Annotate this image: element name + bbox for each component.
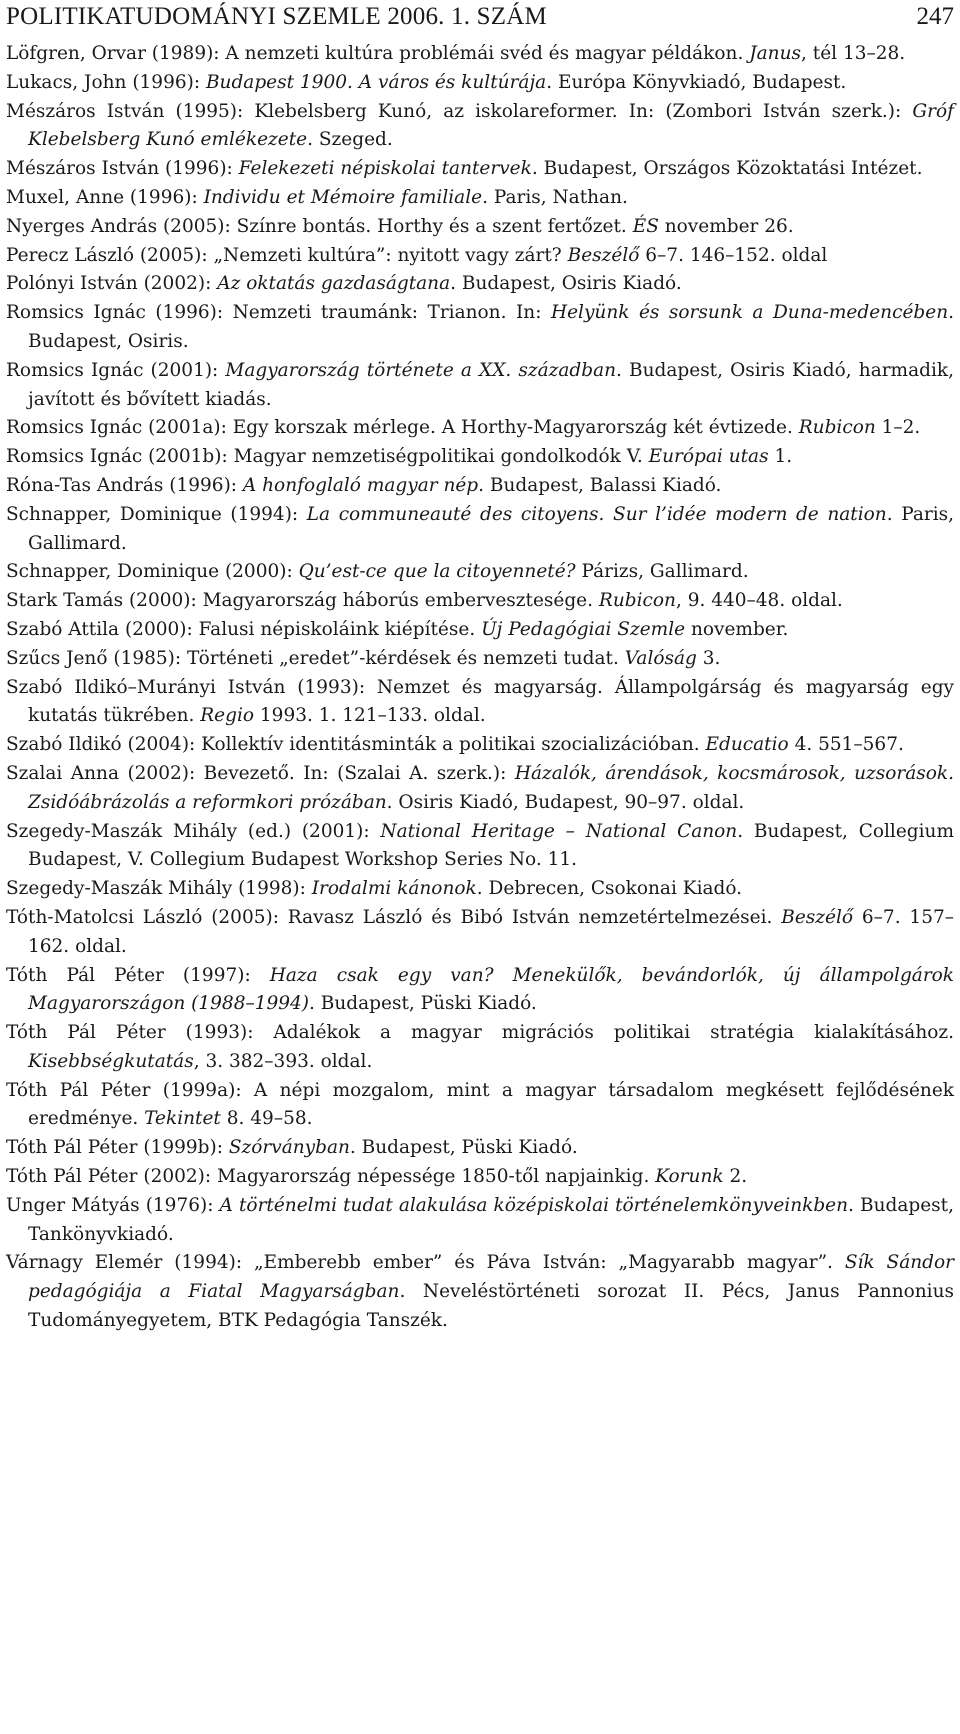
reference-italic-title: Tekintet: [144, 1108, 221, 1130]
reference-entry: [6, 904, 954, 962]
reference-entry: [6, 1077, 954, 1135]
reference-text: 3.: [696, 647, 721, 669]
reference-text: . Budapest, Országos Közoktatási Intézet.: [531, 158, 923, 180]
reference-entry: [6, 270, 954, 299]
reference-text: Szabó Attila (2000): Falusi népiskoláink kiépítése.: [6, 618, 482, 640]
reference-italic-title: National Heritage – National Canon: [380, 820, 738, 842]
reference-entry: [6, 1019, 954, 1077]
reference-text: Szegedy-Maszák Mihály (ed.) (2001):: [6, 820, 381, 842]
reference-text: 2.: [723, 1166, 748, 1188]
reference-text: 1–2.: [875, 417, 921, 439]
reference-italic-title: Magyarország története a XX. században: [225, 359, 617, 381]
reference-text: . Paris, Gallimard.: [28, 503, 954, 554]
reference-text: Tóth Pál Péter (2002): Magyarország népessége 1850-től napjainkig.: [6, 1166, 656, 1188]
reference-text: . Budapest, Tankönyvkiadó.: [28, 1194, 954, 1245]
reference-italic-title: Gróf Klebelsberg Kunó emlékezete: [28, 100, 954, 151]
reference-text: Nyerges András (2005): Színre bontás. Horthy és a szent fertőzet.: [6, 215, 633, 237]
reference-text: Tóth-Matolcsi László (2005): Ravasz László és Bibó István nemzetértelmezései.: [6, 906, 782, 928]
reference-text: Mészáros István (1996):: [6, 158, 239, 180]
reference-entry: [6, 98, 954, 156]
reference-italic-title: Helyünk és sorsunk a Duna-medencében: [550, 302, 949, 324]
reference-text: . Budapest, Püski Kiadó.: [309, 993, 537, 1015]
reference-text: 1993. 1. 121–133. oldal.: [254, 705, 486, 727]
reference-entry: [6, 558, 954, 587]
reference-text: Várnagy Elemér (1994): „Emberebb ember” és Páva István: „Magyarabb magyar”.: [6, 1252, 845, 1274]
reference-text: 1.: [768, 446, 793, 468]
reference-italic-title: A honfoglaló magyar nép: [242, 474, 479, 496]
reference-text: Löfgren, Orvar (1989): A nemzeti kultúra problémái svéd és magyar példákon.: [6, 43, 750, 64]
reference-text: Romsics Ignác (2001a): Egy korszak mérlege. A Horthy-Magyarország két évtizede.: [6, 417, 799, 439]
reference-text: Romsics Ignác (2001):: [6, 359, 226, 381]
reference-text: Schnapper, Dominique (2000):: [6, 561, 299, 583]
reference-text: Mészáros István (1995): Klebelsberg Kunó, az iskolareformer. In: (Zombori István szerk.):: [6, 100, 913, 122]
reference-text: Róna-Tas András (1996):: [6, 474, 243, 496]
reference-text: . Paris, Nathan.: [482, 186, 628, 208]
reference-italic-title: Valóság: [624, 647, 697, 669]
reference-entry: [6, 760, 954, 818]
reference-entry: [6, 587, 954, 616]
reference-entry: [6, 962, 954, 1020]
reference-italic-title: Irodalmi kánonok: [311, 878, 477, 900]
reference-italic-title: ÉS: [632, 215, 659, 237]
reference-entry: [6, 472, 954, 501]
reference-italic-title: Kisebbségkutatás: [28, 1050, 194, 1072]
reference-entry: [6, 645, 954, 674]
reference-italic-title: Beszélő: [567, 244, 640, 266]
reference-text: , tél 13–28.: [801, 43, 906, 64]
reference-text: . Európa Könyvkiadó, Budapest.: [546, 71, 847, 93]
reference-text: november 26.: [658, 215, 794, 237]
reference-entry: [6, 818, 954, 876]
reference-text: november.: [685, 618, 789, 640]
reference-text: . Szeged.: [307, 129, 393, 151]
reference-italic-title: Korunk: [655, 1166, 724, 1188]
reference-text: Romsics Ignác (2001b): Magyar nemzetiségpolitikai gondolkodók V.: [6, 446, 649, 468]
reference-text: Párizs, Gallimard.: [575, 561, 749, 583]
reference-text: . Budapest, Osiris Kiadó.: [450, 273, 682, 295]
reference-text: Stark Tamás (2000): Magyarország háborús embervesztesége.: [6, 590, 599, 612]
journal-title: POLITIKATUDOMÁNYI SZEMLE 2006. 1. SZÁM: [6, 3, 547, 30]
reference-text: . Osiris Kiadó, Budapest, 90–97. oldal.: [386, 791, 745, 813]
reference-text: Tóth Pál Péter (1999b):: [6, 1137, 229, 1159]
reference-text: Perecz László (2005): „Nemzeti kultúra”: nyitott vagy zárt?: [6, 244, 568, 266]
reference-text: Tóth Pál Péter (1997):: [6, 964, 270, 986]
reference-italic-title: Új Pedagógiai Szemle: [481, 618, 686, 640]
reference-entry: [6, 1249, 954, 1335]
reference-italic-title: Rubicon: [798, 417, 876, 439]
reference-entry: [6, 213, 954, 242]
reference-italic-title: La communeauté des citoyens. Sur l’idée modern de nation: [306, 503, 887, 525]
reference-entry: [6, 616, 954, 645]
reference-entry: [6, 875, 954, 904]
reference-italic-title: Szórványban: [228, 1137, 350, 1159]
reference-italic-title: Felekezeti népiskolai tantervek: [238, 158, 532, 180]
reference-text: 4. 551–567.: [788, 734, 904, 756]
reference-list: [6, 40, 954, 1336]
reference-italic-title: Haza csak egy van? Menekülők, bevándorlók, új állampolgárok Magyarországon (1988–1994): [28, 964, 955, 1015]
reference-text: . Budapest, Püski Kiadó.: [349, 1137, 578, 1159]
reference-text: , 3. 382–393. oldal.: [193, 1050, 373, 1072]
reference-entry: [6, 674, 954, 732]
running-header: [6, 2, 954, 32]
reference-text: 6–7. 157–162. oldal.: [28, 906, 954, 957]
reference-entry: [6, 69, 954, 98]
reference-text: Polónyi István (2002):: [6, 273, 218, 295]
reference-text: Tóth Pál Péter (1993): Adalékok a magyar migrációs politikai stratégia kialakításához.: [6, 1022, 954, 1044]
reference-text: . Budapest, Osiris Kiadó, harmadik, javított és bővített kiadás.: [28, 359, 954, 410]
page-number: 247: [916, 3, 954, 30]
reference-italic-title: Regio: [200, 705, 255, 727]
reference-text: 6–7. 146–152. oldal: [639, 244, 828, 266]
reference-italic-title: Qu’est-ce que la citoyenneté?: [298, 561, 576, 583]
reference-text: Romsics Ignác (1996): Nemzeti traumánk: Trianon. In:: [6, 302, 551, 324]
reference-text: Schnapper, Dominique (1994):: [6, 503, 307, 525]
reference-text: . Budapest, Collegium Budapest, V. Collegium Budapest Workshop Series No. 11.: [28, 820, 954, 871]
reference-entry: [6, 731, 954, 760]
reference-text: Szegedy-Maszák Mihály (1998):: [6, 878, 312, 900]
reference-italic-title: Beszélő: [781, 906, 854, 928]
reference-text: Unger Mátyás (1976):: [6, 1194, 220, 1216]
reference-text: Szabó Ildikó (2004): Kollektív identitásminták a politikai szocializációban.: [6, 734, 706, 756]
reference-text: 8. 49–58.: [220, 1108, 313, 1130]
reference-italic-title: Janus: [749, 43, 801, 64]
reference-text: Szabó Ildikó–Murányi István (1993): Nemzet és magyarság. Állampolgárság és magyarság egy kutatás tükrében.: [6, 676, 954, 727]
reference-italic-title: Az oktatás gazdaságtana: [217, 273, 451, 295]
reference-text: , 9. 440–48. oldal.: [675, 590, 843, 612]
reference-italic-title: Sík Sándor pedagógiája a Fiatal Magyarságban: [28, 1252, 955, 1303]
reference-italic-title: Rubicon: [598, 590, 676, 612]
reference-entry: [6, 357, 954, 415]
reference-text: Muxel, Anne (1996):: [6, 186, 204, 208]
reference-entry: [6, 40, 954, 69]
reference-entry: [6, 299, 954, 357]
reference-text: . Neveléstörténeti sorozat II. Pécs, Janus Pannonius Tudományegyetem, BTK Pedagógia Tanszék.: [28, 1281, 954, 1332]
reference-italic-title: A történelmi tudat alakulása középiskolai történelemkönyveinkben: [219, 1194, 849, 1216]
reference-text: . Budapest, Osiris.: [28, 302, 954, 352]
reference-entry: [6, 1192, 954, 1250]
reference-entry: [6, 1134, 954, 1163]
reference-entry: [6, 443, 954, 472]
reference-entry: [6, 501, 954, 559]
reference-text: . Budapest, Balassi Kiadó.: [478, 474, 722, 496]
reference-text: Lukacs, John (1996):: [6, 71, 206, 93]
reference-entry: [6, 242, 954, 271]
reference-italic-title: Házalók, árendások, kocsmárosok, uzsorások. Zsidóábrázolás a reformkori prózában: [28, 762, 954, 813]
reference-italic-title: Európai utas: [648, 446, 769, 468]
reference-text: Tóth Pál Péter (1999a): A népi mozgalom, mint a magyar társadalom megkésett fejlődésének eredménye.: [6, 1079, 954, 1130]
reference-text: Szalai Anna (2002): Bevezető. In: (Szalai A. szerk.):: [6, 762, 515, 784]
reference-text: Szűcs Jenő (1985): Történeti „eredet”-kérdések és nemzeti tudat.: [6, 647, 625, 669]
reference-italic-title: Individu et Mémoire familiale: [203, 186, 483, 208]
reference-italic-title: Budapest 1900. A város és kultúrája: [205, 71, 547, 93]
reference-entry: [6, 155, 954, 184]
reference-text: . Debrecen, Csokonai Kiadó.: [476, 878, 743, 900]
reference-entry: [6, 414, 954, 443]
reference-italic-title: Educatio: [705, 734, 789, 756]
reference-entry: [6, 184, 954, 213]
reference-entry: [6, 1163, 954, 1192]
